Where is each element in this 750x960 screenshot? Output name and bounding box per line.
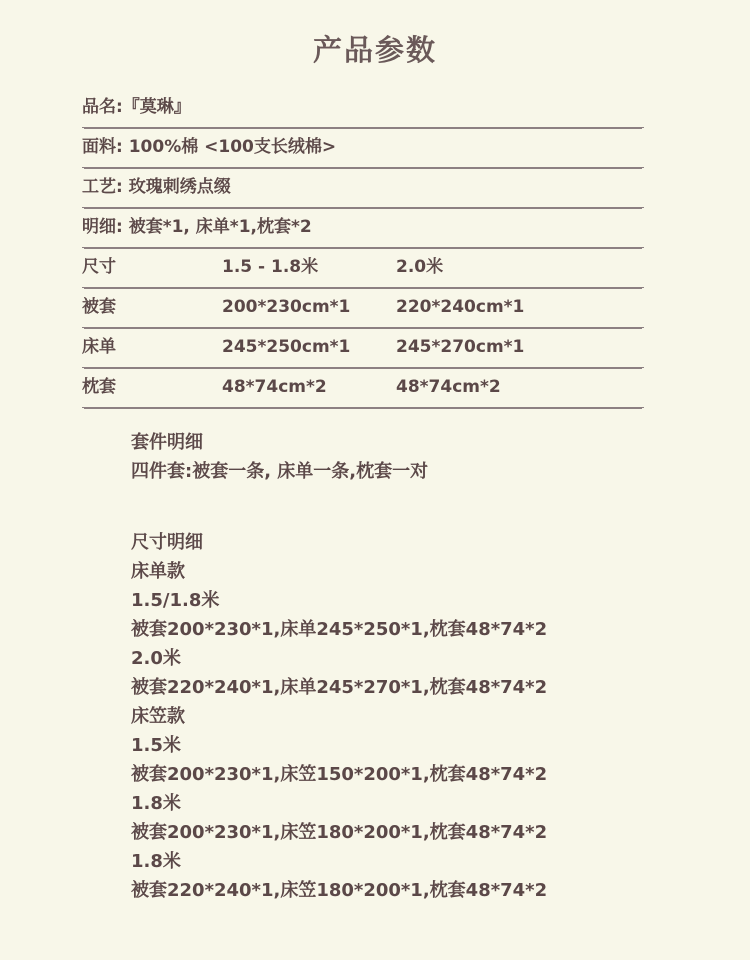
param-value-size-a: 245*250cm*1 <box>222 337 351 357</box>
param-label: 面料: 100%棉 <100支长绒棉> <box>82 137 337 157</box>
size-details-line: 1.5/1.8米 <box>131 590 220 611</box>
size-details-line: 2.0米 <box>131 648 181 669</box>
param-value-size-a: 48*74cm*2 <box>222 377 327 397</box>
size-details-heading: 尺寸明细 <box>131 532 203 553</box>
size-details-line: 床单款 <box>131 561 185 582</box>
param-value-size-a: 200*230cm*1 <box>222 297 351 317</box>
size-details-line: 1.8米 <box>131 851 181 872</box>
details-section <box>131 428 731 905</box>
param-row-craft <box>82 168 644 208</box>
size-details-line: 被套200*230*1,床笠180*200*1,枕套48*74*2 <box>131 822 548 843</box>
param-value-size-b: 220*240cm*1 <box>396 297 525 317</box>
set-details-text: 四件套:被套一条, 床单一条,枕套一对 <box>131 461 429 482</box>
param-row-size <box>82 248 644 288</box>
param-label: 枕套 <box>82 377 116 397</box>
set-details-heading: 套件明细 <box>131 432 203 453</box>
param-label: 被套 <box>82 297 116 317</box>
size-details-line: 被套200*230*1,床笠150*200*1,枕套48*74*2 <box>131 764 548 785</box>
param-label: 床单 <box>82 337 116 357</box>
size-details-line: 床笠款 <box>131 706 185 727</box>
param-row-contents <box>82 208 644 248</box>
param-label: 明细: 被套*1, 床单*1,枕套*2 <box>82 217 312 237</box>
param-row-duvet <box>82 288 644 328</box>
spacer <box>131 486 731 528</box>
params-table <box>82 88 644 408</box>
param-value-size-b: 245*270cm*1 <box>396 337 525 357</box>
param-row-sheet <box>82 328 644 368</box>
param-label: 尺寸 <box>82 257 116 277</box>
page-title: 产品参数 <box>312 33 437 67</box>
param-value-size-b: 48*74cm*2 <box>396 377 501 397</box>
param-label: 工艺: 玫瑰刺绣点缀 <box>82 177 231 197</box>
size-details-line: 1.8米 <box>131 793 181 814</box>
param-row-pillowcase <box>82 368 644 408</box>
param-label: 品名:『莫琳』 <box>82 97 191 117</box>
size-details-line: 被套200*230*1,床单245*250*1,枕套48*74*2 <box>131 619 548 640</box>
size-details-line: 1.5米 <box>131 735 181 756</box>
param-value-size-a: 1.5 - 1.8米 <box>222 257 319 277</box>
size-details-line: 被套220*240*1,床单245*270*1,枕套48*74*2 <box>131 677 548 698</box>
param-row-fabric <box>82 128 644 168</box>
param-value-size-b: 2.0米 <box>396 257 444 277</box>
param-row-product-name <box>82 88 644 128</box>
size-details-line: 被套220*240*1,床笠180*200*1,枕套48*74*2 <box>131 880 548 901</box>
